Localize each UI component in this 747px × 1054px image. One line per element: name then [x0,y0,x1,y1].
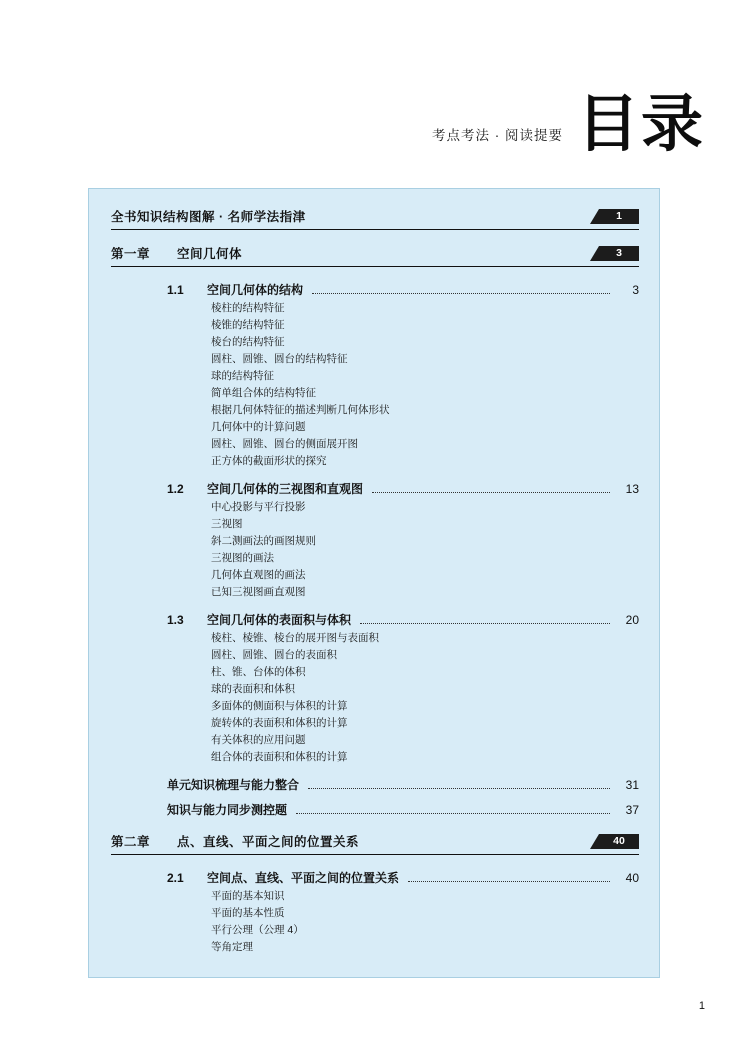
list-item[interactable]: 旋转体的表面积和体积的计算 [211,717,348,729]
page-header [431,87,705,160]
spacer [111,818,639,832]
leader-dots [308,787,610,789]
list-item[interactable]: 平行公理（公理 4） [211,924,304,936]
list-item[interactable]: 几何体直观图的画法 [211,569,306,581]
list-item[interactable]: 棱台的结构特征 [211,336,285,348]
section-1-1-page: 3 [632,283,639,297]
list-item[interactable]: 三视图的画法 [211,552,274,564]
list-item[interactable]: 柱、锥、台体的体积 [211,666,306,678]
toc-panel [88,188,660,978]
leader-dots [360,622,610,624]
divider-chapter-1 [111,266,639,267]
list-item[interactable]: 中心投影与平行投影 [211,501,306,513]
leader-dots [296,812,610,814]
list-item[interactable]: 棱柱的结构特征 [211,302,285,314]
list-item[interactable]: 棱锥的结构特征 [211,319,285,331]
leader-dots [372,491,610,493]
toc-section-2-1[interactable] [111,869,639,886]
summary-title: 知识与能力同步测控题 [167,803,288,817]
list-item[interactable]: 三视图 [211,518,243,530]
toc-chapter-2[interactable] [111,832,639,850]
chapter-2-title: 点、直线、平面之间的位置关系 [177,835,360,849]
preface-title: 全书知识结构图解 · 名师学法指津 [111,210,306,224]
section-1-2-title: 空间几何体的三视图和直观图 [207,482,364,496]
chapter-2-number: 第二章 [111,835,151,849]
list-item[interactable]: 等角定理 [211,941,253,953]
list-item[interactable]: 多面体的侧面积与体积的计算 [211,700,348,712]
divider-preface [111,229,639,230]
list-item[interactable]: 有关体积的应用问题 [211,734,306,746]
preface-page-tag: 1 [599,209,639,224]
leader-dots [312,292,610,294]
section-1-3-number: 1.3 [167,613,184,627]
page-title: 目录 [576,87,705,160]
toc-summary-unit-review[interactable] [111,776,639,793]
list-item[interactable]: 平面的基本性质 [211,907,285,919]
list-item[interactable]: 已知三视图画直观图 [211,586,306,598]
toc-summary-test[interactable] [111,801,639,818]
toc-section-1-3[interactable] [111,611,639,628]
section-1-3-page: 20 [625,613,639,627]
chapter-1-title: 空间几何体 [177,247,243,261]
list-item[interactable]: 斜二测画法的画图规则 [211,535,316,547]
list-item[interactable]: 圆柱、圆锥、圆台的结构特征 [211,353,348,365]
list-item[interactable]: 平面的基本知识 [211,890,285,902]
page-folio: 1 [698,1000,705,1012]
summary-title: 单元知识梳理与能力整合 [167,778,300,792]
list-item[interactable]: 球的结构特征 [211,370,274,382]
toc-entry-preface[interactable] [111,207,639,225]
chapter-1-number: 第一章 [111,247,151,261]
list-item[interactable]: 简单组合体的结构特征 [211,387,316,399]
divider-chapter-2 [111,854,639,855]
header-subtitle: 考点考法 · 阅读提要 [431,127,563,143]
list-item[interactable]: 组合体的表面积和体积的计算 [211,751,348,763]
list-item[interactable]: 圆柱、圆锥、圆台的侧面展开图 [211,438,358,450]
toc-chapter-1[interactable] [111,244,639,262]
section-1-1-title: 空间几何体的结构 [207,283,304,297]
leader-dots [408,880,610,882]
section-1-2-number: 1.2 [167,482,184,496]
section-2-1-page: 40 [625,871,639,885]
summary-page: 31 [625,778,639,792]
section-2-1-title: 空间点、直线、平面之间的位置关系 [207,871,400,885]
list-item[interactable]: 几何体中的计算问题 [211,421,306,433]
list-item[interactable]: 球的表面积和体积 [211,683,295,695]
section-1-2-page: 13 [625,482,639,496]
list-item[interactable]: 正方体的截面形状的探究 [211,455,327,467]
subitem-list-1-1 [111,300,639,470]
section-1-3-title: 空间几何体的表面积与体积 [207,613,352,627]
subitem-list-1-2 [111,499,639,601]
chapter-2-page-tag: 40 [599,834,639,849]
list-item[interactable]: 根据几何体特征的描述判断几何体形状 [211,404,390,416]
chapter-1-page-tag: 3 [599,246,639,261]
section-1-1-number: 1.1 [167,283,184,297]
toc-section-1-1[interactable] [111,281,639,298]
list-item[interactable]: 棱柱、棱锥、棱台的展开图与表面积 [211,632,379,644]
subitem-list-2-1 [111,888,639,956]
toc-section-1-2[interactable] [111,480,639,497]
list-item[interactable]: 圆柱、圆锥、圆台的表面积 [211,649,337,661]
subitem-list-1-3 [111,630,639,766]
summary-page: 37 [625,803,639,817]
section-2-1-number: 2.1 [167,871,184,885]
